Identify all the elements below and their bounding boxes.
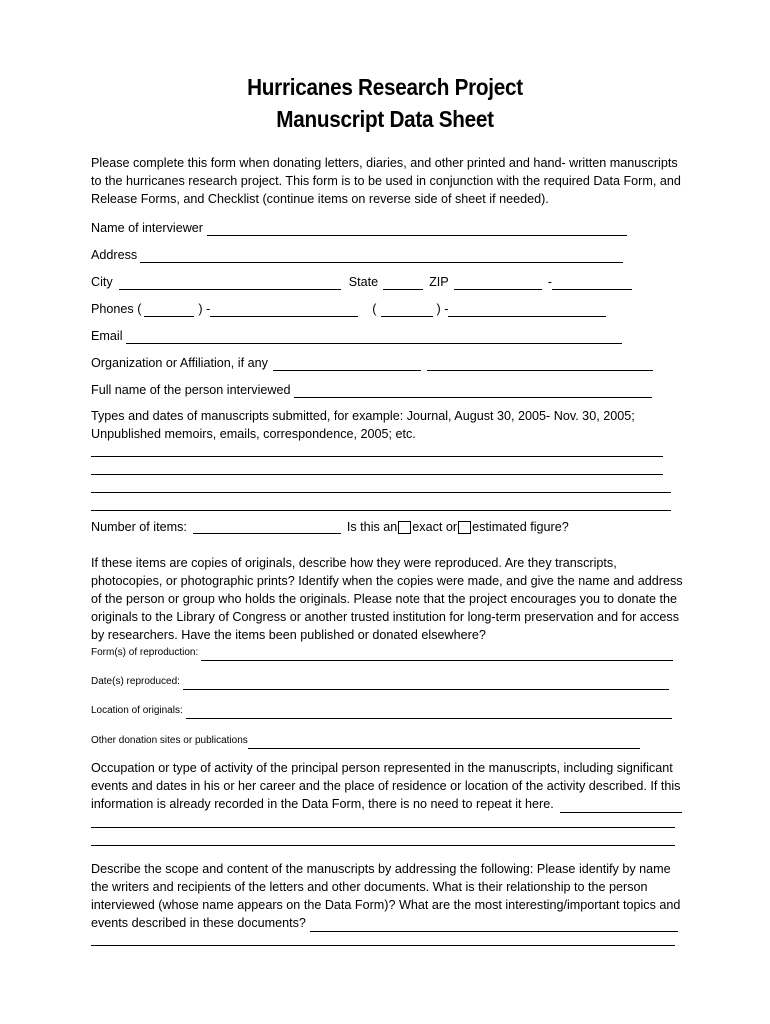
phones-close: ) - (198, 302, 211, 316)
scope-line: Describe the scope and content of the manuscripts by addressing the following: Please identify by name (91, 862, 671, 876)
location-label: Location of originals: (91, 705, 183, 716)
copies-paragraph (91, 554, 691, 644)
types-paragraph (91, 407, 691, 443)
scope-line: interviewed (whose name appears on the Data Form)? What are the most interesting/important topics and (91, 898, 681, 912)
email-field[interactable] (126, 331, 622, 344)
fullname-field[interactable] (294, 385, 652, 398)
copies-line: originals to the Library of Congress or another trusted institution for long-term preservation and for access (91, 610, 680, 624)
phones-label: Phones ( (91, 302, 142, 316)
phone2-number-field[interactable] (448, 304, 606, 317)
address-field[interactable] (140, 250, 623, 263)
dates-row (91, 674, 669, 690)
phone2-close: ) - (436, 302, 449, 316)
page-subtitle: Manuscript Data Sheet (276, 106, 494, 132)
scope-line: events described in these documents? (91, 916, 306, 930)
occupation-paragraph (91, 759, 691, 813)
zip-extension-field[interactable] (552, 277, 632, 290)
scope-field[interactable] (310, 919, 678, 932)
organization-row (91, 355, 653, 371)
estimated-checkbox[interactable] (458, 521, 471, 534)
fullname-row (91, 382, 652, 398)
phone1-area-field[interactable] (144, 304, 194, 317)
page-title: Hurricanes Research Project (247, 74, 523, 100)
location-field[interactable] (186, 709, 672, 719)
fullname-label: Full name of the person interviewed (91, 383, 291, 397)
figure-question: Is this an (346, 520, 398, 534)
scope-answer-line[interactable] (91, 945, 675, 946)
intro-line: Release Forms, and Checklist (continue items on reverse side of sheet if needed). (91, 192, 549, 206)
phone2-open: ( (372, 302, 377, 316)
intro-paragraph (91, 154, 691, 208)
phone1-number-field[interactable] (210, 304, 358, 317)
state-field[interactable] (383, 277, 423, 290)
number-label: Number of items: (91, 520, 187, 534)
location-row (91, 703, 672, 719)
city-label: City (91, 275, 113, 289)
types-answer-line[interactable] (91, 474, 663, 475)
interviewer-field[interactable] (207, 223, 627, 236)
other-sites-label: Other donation sites or publications (91, 735, 248, 746)
organization-field[interactable] (273, 358, 421, 371)
occupation-last-line (91, 795, 691, 813)
types-line: Types and dates of manuscripts submitted, for example: Journal, August 30, 2005- Nov. 30, 2005; (91, 409, 635, 423)
scope-last-line (91, 914, 691, 932)
forms-field[interactable] (201, 651, 673, 661)
occupation-answer-line[interactable] (91, 827, 675, 828)
email-label: Email (91, 329, 123, 343)
types-answer-line[interactable] (91, 492, 671, 493)
zip-dash: - (547, 275, 552, 289)
exact-checkbox[interactable] (398, 521, 411, 534)
copies-line: by researchers. Have the items been published or donated elsewhere? (91, 628, 486, 642)
copies-line: If these items are copies of originals, describe how they were reproduced. Are they transcripts, (91, 556, 617, 570)
organization-label: Organization or Affiliation, if any (91, 356, 268, 370)
copies-line: of the person or group who holds the originals. Please note that the project encourages you to donate the (91, 592, 678, 606)
occupation-line: Occupation or type of activity of the principal person represented in the manuscripts, including significant (91, 761, 673, 775)
dates-label: Date(s) reproduced: (91, 676, 180, 687)
phone2-area-field[interactable] (381, 304, 433, 317)
address-label: Address (91, 248, 138, 262)
zip-label: ZIP (429, 275, 449, 289)
types-answer-line[interactable] (91, 456, 663, 457)
occupation-field[interactable] (560, 800, 682, 813)
zip-field[interactable] (454, 277, 542, 290)
city-state-zip-row (91, 274, 632, 290)
state-label: State (348, 275, 379, 289)
occupation-line: information is already recorded in the Data Form, there is no need to repeat it here. (91, 797, 554, 811)
types-line: Unpublished memoirs, emails, correspondence, 2005; etc. (91, 427, 416, 441)
number-field[interactable] (193, 521, 341, 534)
occupation-line: events and dates in his or her career and the place of residence or location of the activity described. If this (91, 779, 681, 793)
address-row (91, 247, 623, 263)
forms-label: Form(s) of reproduction: (91, 647, 199, 658)
email-row (91, 328, 622, 344)
interviewer-row (91, 220, 627, 236)
intro-line: to the hurricanes research project. This form is to be used in conjunction with the required Data Form, and (91, 174, 681, 188)
interviewer-label: Name of interviewer (91, 221, 203, 235)
occupation-answer-line[interactable] (91, 845, 675, 846)
affiliation-field[interactable] (427, 358, 653, 371)
forms-row (91, 645, 673, 661)
other-sites-row (91, 733, 640, 749)
exact-label: exact or (412, 520, 458, 534)
dates-field[interactable] (183, 680, 669, 690)
intro-line: Please complete this form when donating letters, diaries, and other printed and hand- written manuscripts (91, 156, 678, 170)
phones-row (91, 301, 606, 317)
estimated-label: estimated figure? (472, 520, 569, 534)
number-of-items-row (91, 519, 569, 535)
copies-line: photocopies, or photographic prints? Identify when the copies were made, and give the name and address (91, 574, 683, 588)
types-answer-line[interactable] (91, 510, 671, 511)
other-sites-field[interactable] (248, 739, 640, 749)
scope-line: the writers and recipients of the letters and other documents. What is their relationship to the person (91, 880, 648, 894)
scope-paragraph (91, 860, 691, 932)
city-field[interactable] (119, 277, 341, 290)
